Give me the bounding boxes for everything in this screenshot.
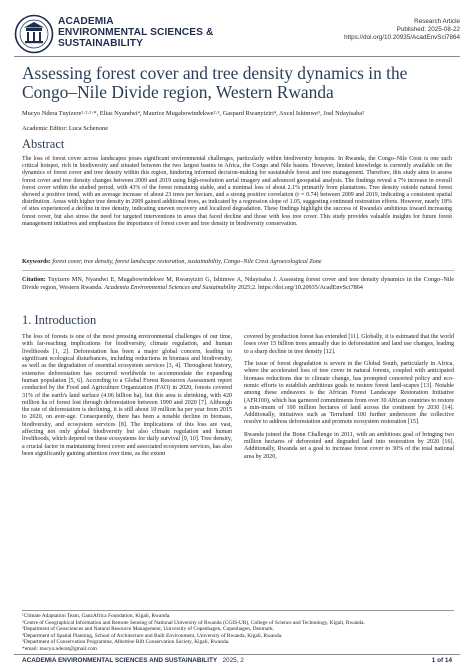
abstract-text: The loss of forest cover across landscapes poses significant environmental challenges, particularly within biodiversity hotspots. In Rwanda, the Congo–Nile Crest is one such critical hotspot, rich in biodiversity and situated between the two largest basins in Africa, the Congo and Nile basins. However, limited knowledge is currently available on the dynamics of forest cover and tree density within this region, hindering informed decision-making for sustainable forest and tree management. Therefore, this study aims to assess forest cover and tree density changes between 2009 and 2019 using high-resolution aerial imagery and advanced geospatial analysis. The findings reveal a 7% increase in overall forest cover within the studied period, with 43% of the forest remaining stable, and a minimal loss of about 2.1% primarily from plantations. Tree density outside natural forest showed a positive trend, with an average increase of about 23 trees per hectare, and a strong positive correlation (r = 0.74) between 2009 and 2019, indicating a consistent spatial distribution. Areas with higher tree density in 2009 gained additional trees, as indicated by a regression slope of 1.05, suggesting continued restoration efforts. However, nearly 18% of sites experienced a decline in tree density, indicating uneven recovery and localized degradation. These findings highlight the success of Rwanda's ambitious toward increasing forest cover, but also stress the need for targeted interventions in areas that faced decline and those with less tree cover. This study provides valuable insights for future forest management initiatives and emphasizes the importance of forest cover and tree density in biodiversity conservation. [22, 156, 452, 227]
citation [22, 276, 454, 292]
keywords-label: Keywords: [22, 258, 51, 265]
academia-logo-icon [14, 14, 54, 54]
journal-name-line: ENVIRONMENTAL SCIENCES & [58, 27, 214, 38]
keywords-value: forest cover, tree density, forest landscape restoration, sustainability, Congo–Nile Crest Agroecological Zone [52, 258, 322, 265]
footnote: ²Centre of Geographical Information and Remote Sensing of National University of Rwanda (CGIS-UR), College of Science and Technology, Kigali, Rwanda. [22, 619, 365, 626]
header-divider [14, 56, 460, 57]
author-list: Mucyo Ndera Tuyizere¹·²·³·*, Elias Nyandwi⁴, Maurice Mugabowindekwe²·³, Gaspard Rwanyiziri⁴, Axcel Ishimwe⁵, Joel Ndayisaba² [22, 110, 365, 117]
keywords-divider [22, 270, 454, 271]
journal-name-line: SUSTAINABILITY [58, 38, 143, 49]
doi-link[interactable]: https://doi.org/10.20935/AcadEnvSci7864 [344, 34, 460, 42]
abstract-box [20, 135, 454, 255]
academic-editor: Academic Editor: Luca Schenone [22, 125, 109, 132]
body-paragraph: The issue of forest degradation is severe in the Global South, particularly in Africa, where the accelerated loss of tree cover in natural forests, coupled with anticipated biomass reductions due to climate change, has prompted concerted policy and eco-nomic efforts to establish ambitious goals to restore forest land-scapes [13]. Notable among these endeavors is the African Forest Landscape Restoration Initiative (AFR100), which has garnered commitments from over 30 African countries to restore a min-imum of 100 million hectares of land across the continent by 2030 [14]. Additionally, initiatives such as Terrafund 100 further underscore the collective resolve to address deforestation and promote ecosystem restoration [15]. [244, 360, 454, 426]
article-title: Assessing forest cover and tree density dynamics in the Congo–Nile Divide region, Western Rwanda [22, 63, 408, 102]
journal-name-line: ACADEMIA [58, 16, 114, 27]
citation-text: Tuyizere MN, Nyandwi E, Mugabowindekwe M, Rwanyiziri G, Ishimwe A, Ndayisaba J. Assessing forest cover and tree density dynamics in the Congo–Nile Divide region, Western Rwanda. [22, 276, 454, 291]
introduction-heading: 1. Introduction [22, 313, 97, 327]
footnote: ⁵Department of Conservation Programme, Albertine Rift Conservation Society, Kigali, Rwanda. [22, 639, 230, 645]
footnote: ¹Climate Adaptation Team, GanzAfrica Foundation, Kigali, Rwanda. [22, 613, 171, 619]
affiliation-footnotes [22, 613, 458, 652]
body-paragraph: covered by production forest has extended [11]. Globally, it is estimated that the world loses over 15 billion trees annually due to deforestation and land use changes, leading to a sharp decline in tree density [12]. [244, 334, 454, 355]
published-date: Published: 2025-08-22 [396, 26, 460, 34]
abstract-heading: Abstract [22, 137, 65, 151]
page-number: 1 of 14 [431, 657, 452, 664]
journal-name [58, 16, 213, 49]
page-footer [22, 657, 452, 664]
footnote: ³Department of Geosciences and Natural Resource Management, University of Copenhagen, Copenhagen, Denmark. [22, 626, 275, 632]
footer-year: 2025, 2 [222, 657, 244, 664]
footnote: ⁴Department of Spatial Planning, School of Architecture and Built Environment, University of Rwanda, Kigali, Rwanda. [22, 632, 283, 639]
citation-tail[interactable]: 2025;2. https://doi.org/10.20935/AcadEnvSci7864 [237, 283, 363, 291]
article-meta [344, 18, 460, 43]
body-paragraph: The loss of forests is one of the most pressing environmental challenges of our time, with far-reaching implications for biodiversity, climate regulation, and human livelihoods [1, 2]. Deforestation has been a major global concern, leading to significant ecological disturbances, including reductions in biomass and biodiversity, as well as the degradation of essential ecosystem services [3, 4]. Throughout history, extensive deforestation has occurred worldwide to accommodate the expanding human population [5, 6]. According to a Global Forest Resources Assessment report conducted by the Food and Agriculture Organization (FAO) in 2020, forests covered 31% of the earth's land surface (4.06 billion ha), but this area is shrinking, with 420 million ha of forest lost through deforestation between 1990 and 2020 [7]. Although the rate of deforestation is declining, it is still about 10 million ha per year from 2015 to 2020, on aver-age. Consequently, there has been a notable decline in biomass, biodiversity, and ecosystem services [8]. The implications of this loss are vast, affecting not only global biodiversity but also climate regulation and human livelihoods, which depend on these ecosystems for daily survival [9, 10]. Tree density, a crucial factor in maintaining forest cover and associated ecosystem services, has also been significantly gaining attention over time, as the extent [22, 334, 232, 457]
journal-header [14, 12, 460, 56]
footnote[interactable]: *email: mucyo.nderat@gmail.com [22, 645, 97, 652]
article-type: Research Article [414, 18, 460, 25]
right-column [244, 334, 454, 466]
keywords [22, 258, 454, 265]
footnote-divider [22, 610, 454, 611]
left-column [22, 334, 232, 463]
body-paragraph: Rwanda joined the Bonn Challenge in 2011, with an ambitious goal of bringing two million hectares of deforested and degraded land into restoration by 2020 [16]. Additionally, Rwanda set a goal to increase forest cover to 30% of the total national area by 2020, [244, 431, 454, 460]
citation-label: Citation: [22, 276, 46, 283]
footer-divider [14, 654, 460, 655]
footer-journal: ACADEMIA ENVIRONMENTAL SCIENCES AND SUSTAINABILITY [22, 657, 218, 664]
citation-journal: Academia Environmental Sciences and Sustainability [104, 283, 237, 291]
